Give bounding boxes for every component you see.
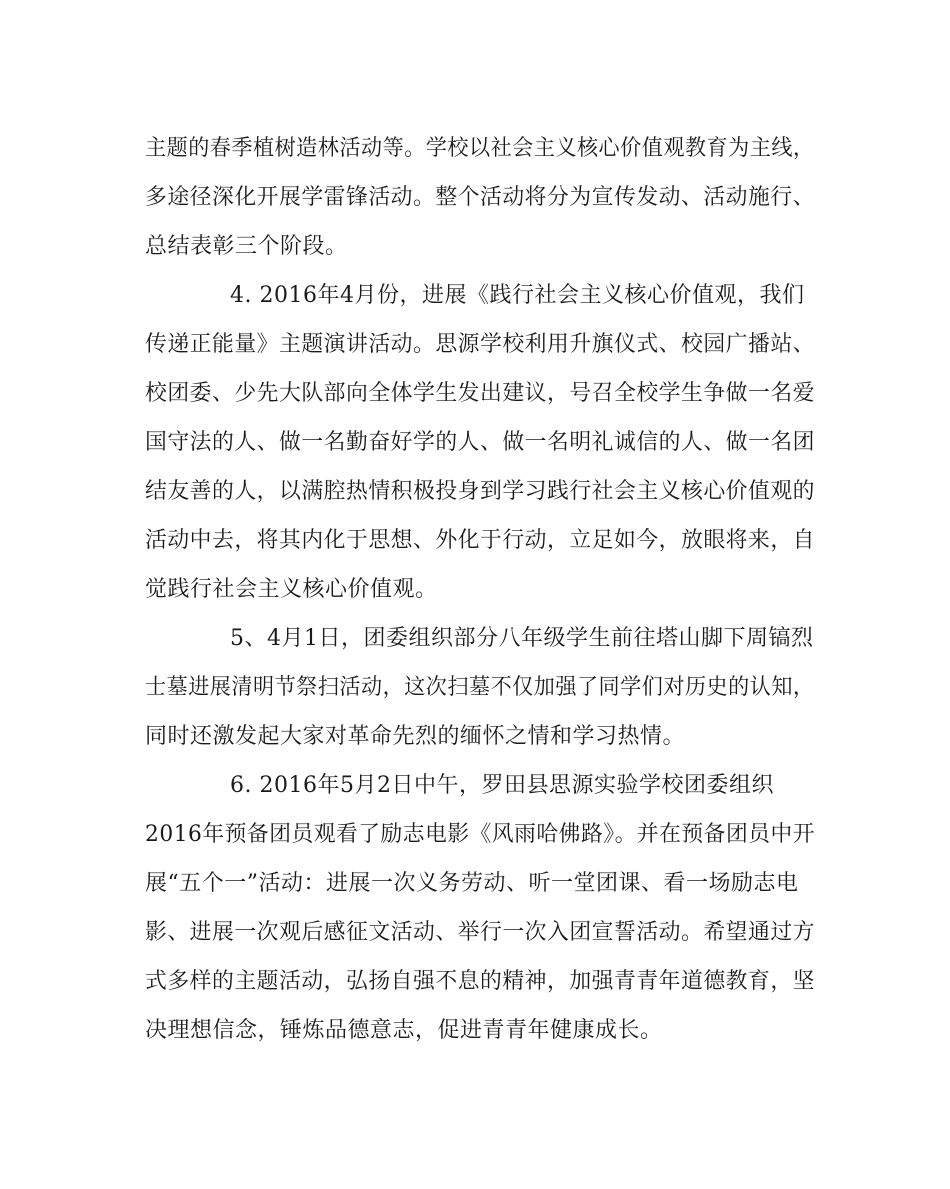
text-line: 士墓进展清明节祭扫活动，这次扫墓不仅加强了同学们对历史的认知， (145, 675, 815, 700)
text-line: 式多样的主题活动，弘扬自强不息的精神，加强青青年道德教育，坚 (145, 969, 816, 994)
text-line: 觉践行社会主义核心价值观。 (145, 577, 438, 602)
text-line: 6. 2016年5月2日中午，罗田县思源实验学校团委组织 (230, 773, 774, 798)
text-line: 总结表彰三个阶段。 (145, 234, 348, 259)
text-line: 活动中去，将其内化于思想、外化于行动，立足如今，放眼将来，自 (145, 528, 816, 553)
text-line: 4. 2016年4月份，进展《践行社会主义核心价值观，我们 (230, 283, 805, 308)
text-line: 2016年预备团员观看了励志电影《风雨哈佛路》。并在预备团员中开 (145, 822, 816, 847)
text-line: 决理想信念，锤炼品德意志，促进青青年健康成长。 (145, 1018, 663, 1043)
text-line: 结友善的人，以满腔热情积极投身到学习践行社会主义核心价值观的 (145, 479, 816, 504)
text-line: 校团委、少先大队部向全体学生发出建议，号召全校学生争做一名爱 (145, 381, 816, 406)
text-line: 展“五个一”活动：进展一次义务劳动、听一堂团课、看一场励志电 (145, 871, 799, 896)
text-line: 5、4月1日，团委组织部分八年级学生前往塔山脚下周镐烈 (230, 626, 814, 651)
text-line: 传递正能量》主题演讲活动。思源学校利用升旗仪式、校园广播站、 (145, 332, 816, 357)
text-line: 国守法的人、做一名勤奋好学的人、做一名明礼诚信的人、做一名团 (145, 430, 816, 455)
text-line: 多途径深化开展学雷锋活动。整个活动将分为宣传发动、活动施行、 (145, 185, 816, 210)
text-line: 同时还激发起大家对革命先烈的缅怀之情和学习热情。 (145, 724, 686, 749)
text-line: 主题的春季植树造林活动等。学校以社会主义核心价值观教育为主线， (145, 136, 815, 161)
text-line: 影、进展一次观后感征文活动、举行一次入团宣誓活动。希望通过方 (145, 920, 816, 945)
